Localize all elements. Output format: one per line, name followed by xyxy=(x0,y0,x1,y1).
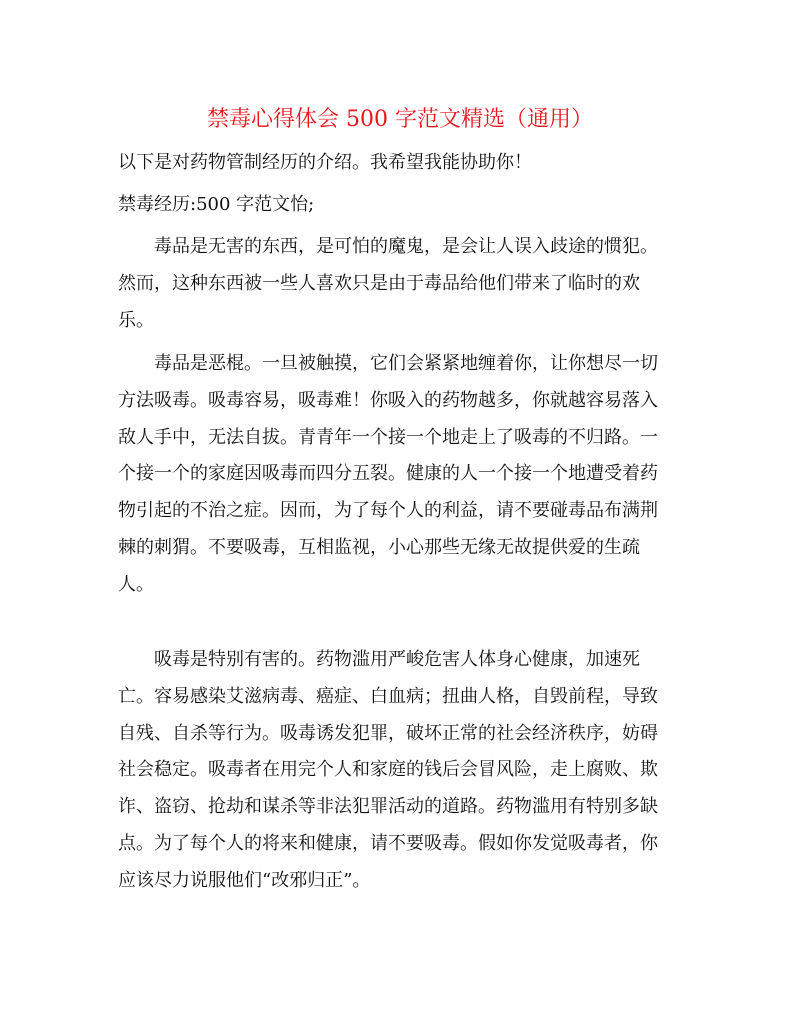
paragraph-2-line-5: 物引起的不治之症。因而，为了每个人的利益，请不要碰毒品布满荆 xyxy=(118,500,658,522)
paragraph-3-line-6: 点。为了每个人的将来和健康，请不要吸毒。假如你发觉吸毒者，你 xyxy=(118,832,658,854)
paragraph-3 xyxy=(118,642,690,900)
paragraph-1 xyxy=(118,229,690,339)
paragraph-3-line-7: 应该尽力说服他们“改邪归正”。 xyxy=(118,869,371,891)
paragraph-3-line-3: 自残、自杀等行为。吸毒诱发犯罪，破坏正常的社会经济秩序，妨碍 xyxy=(118,722,658,744)
paragraph-3-line-2: 亡。容易感染艾滋病毒、癌症、白血病；扭曲人格，自毁前程，导致 xyxy=(118,685,658,707)
paragraph-2-line-4: 个接一个的家庭因吸毒而四分五裂。健康的人一个接一个地遭受着药 xyxy=(118,463,658,485)
document-title: 禁毒心得体会 500 字范文精选（通用） xyxy=(207,107,593,132)
subtitle-line-1: 禁毒经历:500 字范文怡; xyxy=(118,194,315,215)
paragraph-1-line-1: 毒品是无害的东西，是可怕的魔鬼，是会让人误入歧途的惯犯。 xyxy=(154,236,658,257)
intro-paragraph xyxy=(118,145,690,182)
paragraph-1-line-3: 乐。 xyxy=(118,309,154,331)
paragraph-3-line-5: 诈、盗窃、抢劫和谋杀等非法犯罪活动的道路。药物滥用有特别多缺 xyxy=(118,796,658,818)
paragraph-2-line-6: 棘的刺猬。不要吸毒，互相监视，小心那些无缘无故提供爱的生疏 xyxy=(118,536,640,558)
subtitle-paragraph xyxy=(118,187,690,224)
paragraph-2 xyxy=(118,346,690,604)
intro-line-1: 以下是对药物管制经历的介绍。我希望我能协助你！ xyxy=(118,152,532,173)
paragraph-3-line-1: 吸毒是特别有害的。药物滥用严峻危害人体身心健康，加速死 xyxy=(154,649,640,670)
paragraph-2-line-3: 敌人手中，无法自拔。青青年一个接一个地走上了吸毒的不归路。一 xyxy=(118,426,658,448)
paragraph-2-line-7: 人。 xyxy=(118,573,154,595)
paragraph-2-line-2: 方法吸毒。吸毒容易，吸毒难！你吸入的药物越多，你就越容易落入 xyxy=(118,389,658,411)
paragraph-2-line-1: 毒品是恶棍。一旦被触摸，它们会紧紧地缠着你，让你想尽一切 xyxy=(154,353,658,374)
paragraph-1-line-2: 然而，这种东西被一些人喜欢只是由于毒品给他们带来了临时的欢 xyxy=(118,272,640,294)
paragraph-3-line-4: 社会稳定。吸毒者在用完个人和家庭的钱后会冒风险，走上腐败、欺 xyxy=(118,759,658,781)
